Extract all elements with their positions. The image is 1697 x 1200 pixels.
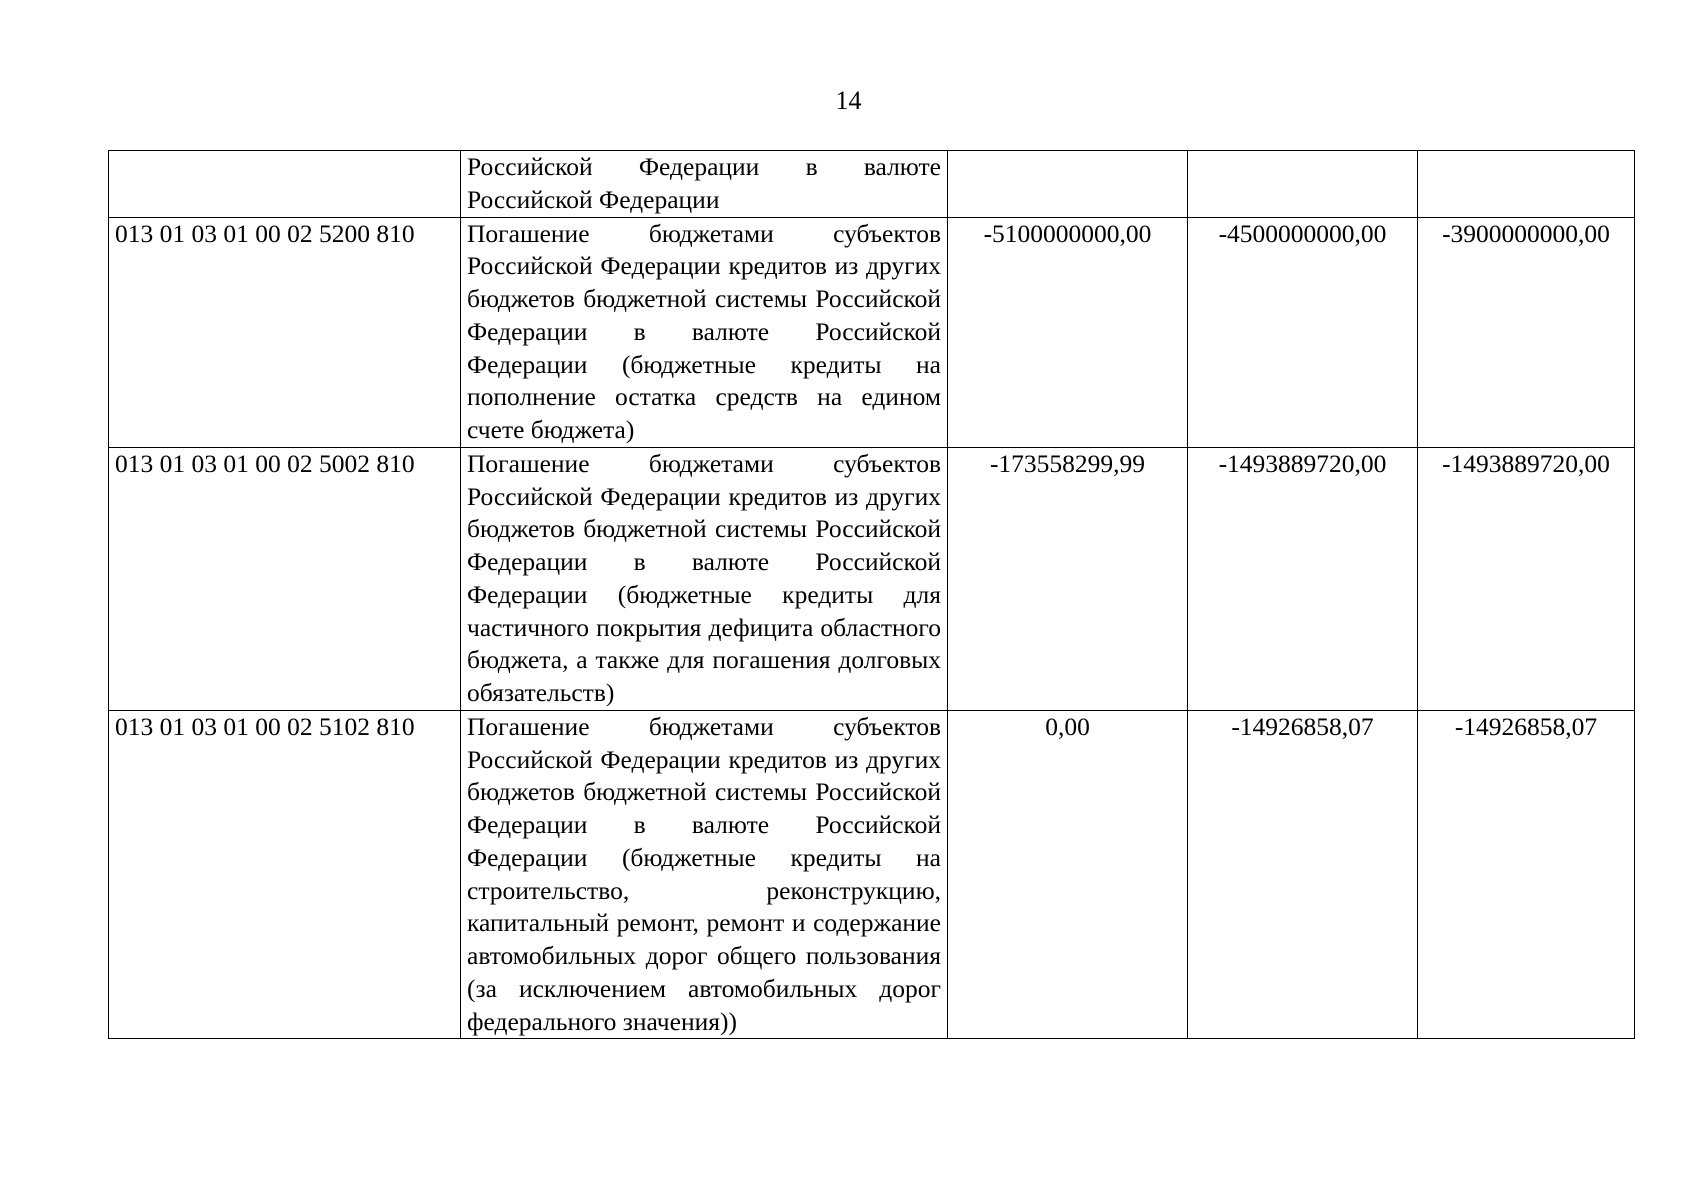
budget-code-cell: 013 01 03 01 00 02 5200 810 <box>109 217 461 447</box>
table-row <box>109 217 1635 447</box>
amount-year-1-cell: -5100000000,00 <box>948 217 1188 447</box>
amount-year-3-cell: -14926858,07 <box>1418 710 1635 1039</box>
amount-year-2-cell: -4500000000,00 <box>1188 217 1418 447</box>
amount-year-2-cell: -1493889720,00 <box>1188 447 1418 710</box>
table-row <box>109 447 1635 710</box>
amount-year-1-cell: 0,00 <box>948 710 1188 1039</box>
amount-year-1-cell <box>948 151 1188 218</box>
amount-year-3-cell <box>1418 151 1635 218</box>
table-row <box>109 710 1635 1039</box>
amount-year-2-cell <box>1188 151 1418 218</box>
amount-year-2-cell: -14926858,07 <box>1188 710 1418 1039</box>
source-name-cell: Погашение бюджетами субъектов Российской Федерации кредитов из других бюджетов бюджетной системы Российской Федерации в валюте Российской Федерации (бюджетные кредиты на строительство, реконструкцию, капитальный ремонт, ремонт и содержание автомобильных дорог общего пользования (за исключением автомобильных дорог федерального значения)) <box>461 710 948 1039</box>
amount-year-3-cell: -3900000000,00 <box>1418 217 1635 447</box>
amount-year-3-cell: -1493889720,00 <box>1418 447 1635 710</box>
amount-year-1-cell: -173558299,99 <box>948 447 1188 710</box>
source-name-cell: Погашение бюджетами субъектов Российской Федерации кредитов из других бюджетов бюджетной системы Российской Федерации в валюте Российской Федерации (бюджетные кредиты на пополнение остатка средств на едином счете бюджета) <box>461 217 948 447</box>
budget-code-cell: 013 01 03 01 00 02 5102 810 <box>109 710 461 1039</box>
table-row <box>109 151 1635 218</box>
budget-sources-table <box>108 150 1635 1039</box>
source-name-cell: Погашение бюджетами субъектов Российской Федерации кредитов из других бюджетов бюджетной системы Российской Федерации в валюте Российской Федерации (бюджетные кредиты для частичного покрытия дефицита областного бюджета, а также для погашения долговых обязательств) <box>461 447 948 710</box>
budget-code-cell: 013 01 03 01 00 02 5002 810 <box>109 447 461 710</box>
page-number: 14 <box>835 86 862 115</box>
budget-code-cell <box>109 151 461 218</box>
source-name-cell: Российской Федерации в валюте Российской Федерации <box>461 151 948 218</box>
